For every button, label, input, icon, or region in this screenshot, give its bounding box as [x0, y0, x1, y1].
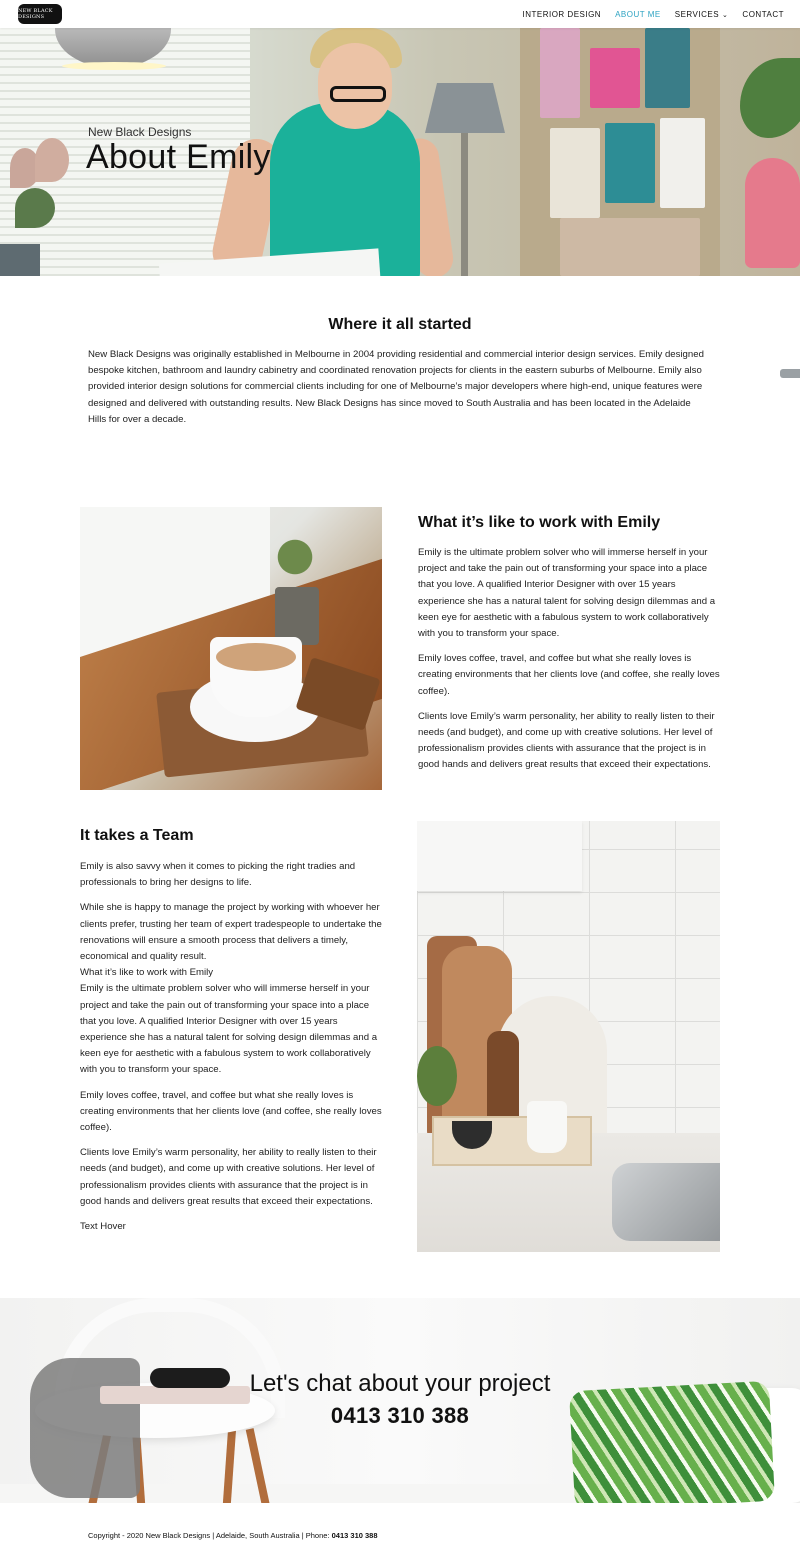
team-heading: It takes a Team: [80, 827, 194, 844]
fern-plant: [417, 1046, 457, 1106]
work-paragraph: Emily is the ultimate problem solver who will immerse herself in your project and take the pain out of transforming your space into a place that you love. A qualified Interior Designer with over 15 years experience she has a natural talent for solving design dilemmas and a keen eye for aesthetic with a fabulous system to work collaboratively with you to transform your space.: [418, 547, 716, 640]
monstera-leaf: [740, 58, 800, 138]
swatch: [590, 48, 640, 108]
work-body: [418, 545, 724, 783]
nav-contact[interactable]: CONTACT: [742, 9, 784, 19]
site-header: [0, 0, 800, 28]
nav-about-me[interactable]: ABOUT ME: [615, 9, 661, 19]
swatch: [560, 218, 700, 276]
pepper-grinder: [487, 1031, 519, 1126]
nav-services-label: SERVICES: [674, 9, 720, 19]
swatch: [550, 128, 600, 218]
side-scroll-tab[interactable]: [780, 369, 800, 378]
protea-plant: [0, 138, 70, 276]
kitchen-sink: [612, 1163, 720, 1241]
succulent-plant: [255, 517, 335, 597]
work-paragraph: Emily loves coffee, travel, and coffee but what she really loves is creating environments that her clients love (and coffee, she really loves coffee).: [418, 653, 720, 697]
team-body: [80, 859, 386, 1244]
nav-services[interactable]: [675, 10, 729, 19]
protea-flower: [35, 138, 69, 182]
chevron-down-icon: ⌄: [722, 11, 729, 19]
swatch: [605, 123, 655, 203]
footer-text: Copyright - 2020 New Black Designs | Adelaide, South Australia | Phone:: [88, 1531, 332, 1540]
main-nav: [522, 10, 784, 19]
glasses: [330, 86, 386, 102]
footer-copyright: [88, 1531, 378, 1540]
kitchen-cabinet: [417, 821, 582, 891]
text-hover[interactable]: Text Hover: [80, 1221, 126, 1233]
plant-leaf: [15, 188, 55, 228]
site-footer: [0, 1503, 800, 1550]
site-logo[interactable]: NEW BLACK DESIGNS: [18, 4, 62, 24]
team-paragraph: While she is happy to manage the project by working with whoever her clients prefer, trusting her team of expert tradespeople to undertake the renovations will ensure a smooth process that delivers a timely, economical and quality result.: [80, 902, 382, 963]
milk-jug: [527, 1101, 567, 1153]
table-lamp: [425, 83, 505, 133]
lamp-stand: [461, 133, 468, 276]
cta-phone[interactable]: 0413 310 388: [330, 1403, 470, 1428]
intro-heading: Where it all started: [328, 316, 472, 333]
flamingo-decor: [745, 158, 800, 268]
team-paragraph: Emily is also savvy when it comes to picking the right tradies and professionals to bring her designs to life.: [80, 861, 356, 889]
fabric-samples: [520, 28, 720, 276]
team-paragraph: Emily loves coffee, travel, and coffee but what she really loves is creating environments that her clients love (and coffee, she really loves coffee).: [80, 1089, 382, 1134]
coffee-image: [80, 507, 382, 790]
nav-interior-design[interactable]: INTERIOR DESIGN: [522, 9, 602, 19]
swatch: [645, 28, 690, 108]
hero-subtitle: New Black Designs: [88, 125, 192, 139]
intro-text: New Black Designs was originally established in Melbourne in 2004 providing residential and commercial interior design services. Emily designed bespoke kitchen, bathroom and laundry cabinetry and coordinated renovation projects for clients in the eastern suburbs of Melbourne. Emily also provided interior design solutions for commercial clients including for one of Melbourne’s major developers where high-end, unique features were designed and delivered with outstanding results. New Black Designs has since moved to South Australia and has been located in the Adelaide Hills for over a decade.: [88, 349, 704, 425]
leaf-print-pillow: [569, 1381, 775, 1503]
work-heading: What it’s like to work with Emily: [418, 514, 661, 531]
page-title: About Emily: [86, 138, 271, 176]
team-paragraph: Emily is the ultimate problem solver who will immerse herself in your project and take the pain out of transforming your space into a place that you love. A qualified Interior Designer with over 15 years experience she has a natural talent for solving design dilemmas and a keen eye for aesthetic with a fabulous system to work collaboratively with you to transform your space.: [80, 983, 378, 1076]
latte-foam: [216, 643, 296, 671]
lamp-glow: [62, 62, 166, 70]
team-paragraph: Clients love Emily’s warm personality, her ability to really listen to their needs (and budget), and come up with creative solutions. Her level of professionalism provides clients with assurance that the project is in good hands and delivers great results that exceed their expectations.: [80, 1147, 377, 1207]
swatch: [540, 28, 580, 118]
footer-phone[interactable]: 0413 310 388: [331, 1531, 378, 1540]
swatch: [660, 118, 705, 208]
kitchen-image: [417, 821, 720, 1252]
cta-title: Let's chat about your project: [249, 1370, 551, 1397]
team-paragraph: What it’s like to work with Emily: [80, 967, 214, 979]
work-paragraph: Clients love Emily’s warm personality, her ability to really listen to their needs (and budget), and come up with creative solutions. Her level of professionalism provides clients with assurance that the project is in good hands and delivers great results that exceed their expectations.: [418, 710, 715, 771]
cta-banner: [0, 1298, 800, 1503]
plant-pot: [0, 244, 40, 276]
